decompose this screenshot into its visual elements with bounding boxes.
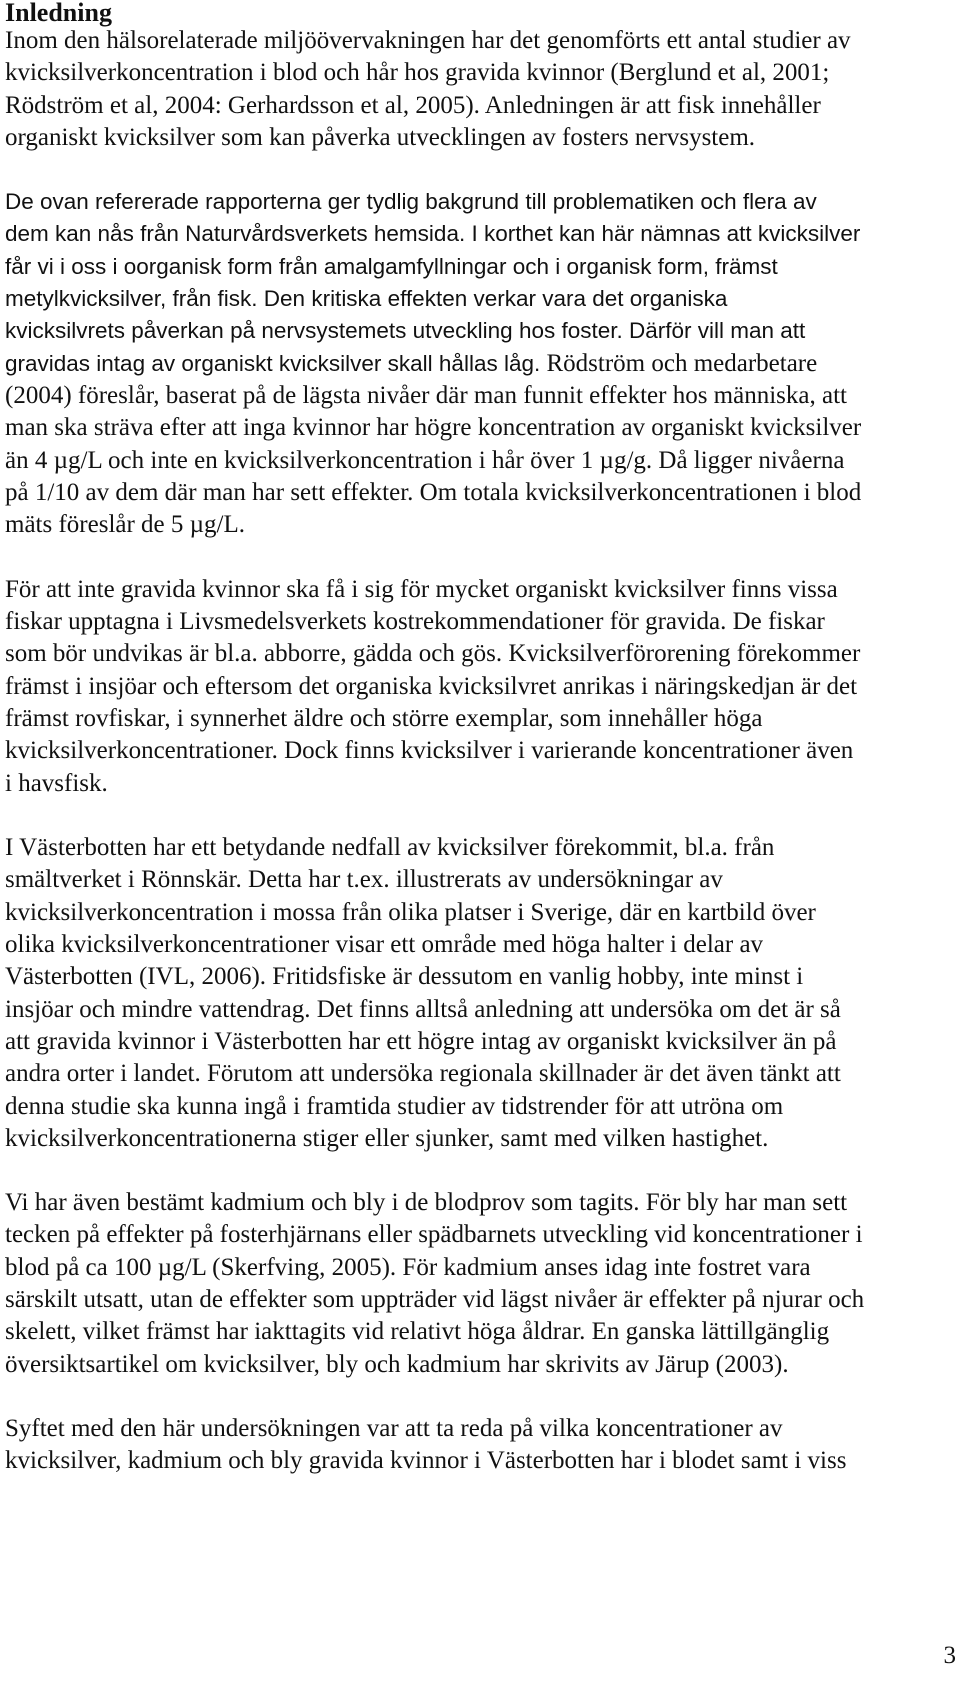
text-line: [5, 898, 816, 928]
text-segment: denna studie ska kunna ingå i framtida studier av tidstrender för att utröna om: [5, 1093, 784, 1120]
text-line: [5, 1220, 863, 1250]
text-line: [5, 446, 844, 476]
text-line: [5, 639, 860, 669]
text-segment: främst i insjöar och eftersom det organiska kvicksilvret anrikas i näringskedjan är det: [5, 673, 858, 700]
text-line: [5, 1414, 783, 1444]
text-segment: metylkvicksilver, från fisk. Den kritiska effekten verkar vara det organiska: [5, 286, 728, 311]
text-line: [5, 1092, 783, 1122]
text-line: [5, 962, 803, 992]
text-line: [5, 252, 778, 282]
text-segment: Västerbotten (IVL, 2006). Fritidsfiske är dessutom en vanlig hobby, inte minst i: [5, 963, 804, 990]
text-line: [5, 1027, 836, 1057]
text-line: [5, 284, 727, 314]
text-segment: tecken på effekter på fosterhjärnans eller spädbarnets utveckling vid koncentrationer i: [5, 1221, 863, 1248]
text-segment: andra orter i landet. Förutom att undersöka regionala skillnader är det även tänkt att: [5, 1060, 841, 1087]
text-line: [5, 510, 245, 540]
text-line: [5, 575, 838, 605]
text-segment: på 1/10 av dem där man har sett effekter. Om totala kvicksilverkoncentrationen i blod: [5, 479, 862, 506]
text-line: [5, 607, 825, 637]
text-segment: kvicksilverkoncentration i blod och hår hos gravida kvinnor (Berglund et al, 2001;: [5, 59, 830, 86]
text-line: [5, 672, 857, 702]
text-segment: som bör undvikas är bl.a. abborre, gädda och gös. Kvicksilverförorening förekommer: [5, 640, 861, 667]
text-segment: I korthet kan här nämnas att kvicksilver: [471, 221, 861, 246]
text-segment: kvicksilvrets påverkan på nervsystemets utveckling hos foster. Därför vill man att: [5, 318, 806, 343]
text-segment: Vi har även bestämt kadmium och bly i de blodprov som tagits. För bly har man sett: [5, 1189, 848, 1216]
text-segment: blod på ca 100 µg/L (Skerfving, 2005). För kadmium anses idag inte fostret vara: [5, 1254, 811, 1281]
text-segment: Rödström och medarbetare: [546, 350, 818, 377]
text-line: [5, 349, 817, 379]
text-segment: Rödström et al, 2004: Gerhardsson et al, 2005). Anledningen är att fisk innehåller: [5, 92, 821, 119]
text-segment: smältverket i Rönnskär. Detta har t.ex. illustrerats av undersökningar av: [5, 866, 723, 893]
text-segment: olika kvicksilverkoncentrationer visar ett område med höga halter i delar av: [5, 931, 764, 958]
text-line: [5, 478, 861, 508]
text-segment: Syftet med den här undersökningen var att ta reda på vilka koncentrationer av: [5, 1415, 783, 1442]
text-segment: organiskt kvicksilver som kan påverka utvecklingen av fosters nervsystem.: [5, 124, 756, 151]
text-segment: särskilt utsatt, utan de effekter som uppträder vid lägst nivåer är effekter på njurar och: [5, 1286, 865, 1313]
text-segment: kvicksilverkoncentrationerna stiger eller sjunker, samt med vilken hastighet.: [5, 1125, 769, 1152]
text-segment: översiktsartikel om kvicksilver, bly och kadmium har skrivits av Järup (2003).: [5, 1351, 789, 1378]
text-line: [5, 91, 821, 121]
text-line: [5, 1285, 864, 1315]
text-line: [5, 1253, 811, 1283]
text-segment: främst rovfiskar, i synnerhet äldre och större exemplar, som innehåller höga: [5, 705, 763, 732]
text-segment: i havsfisk.: [5, 770, 108, 797]
text-segment: att gravida kvinnor i Västerbotten har ett högre intag av organiskt kvicksilver än på: [5, 1028, 837, 1055]
text-line: [5, 381, 847, 411]
text-segment: För att inte gravida kvinnor ska få i sig för mycket organiskt kvicksilver finns vissa: [5, 576, 838, 603]
text-segment: kvicksilverkoncentration i mossa från olika platser i Sverige, där en kartbild över: [5, 899, 816, 926]
text-line: [5, 316, 805, 346]
text-segment: kvicksilver, kadmium och bly gravida kvinnor i Västerbotten har i blodet samt i viss: [5, 1447, 847, 1474]
text-line: [5, 736, 853, 766]
text-line: [5, 1446, 846, 1476]
text-line: [5, 413, 861, 443]
text-line: [5, 219, 860, 249]
text-segment: man ska sträva efter att inga kvinnor har högre koncentration av organiskt kvicksilver: [5, 414, 862, 441]
text-line: [5, 1350, 789, 1380]
text-line: [5, 1059, 841, 1089]
text-line: [5, 769, 108, 799]
section-heading: Inledning: [5, 0, 112, 27]
text-segment: kvicksilverkoncentrationer. Dock finns kvicksilver i varierande koncentrationer även: [5, 737, 854, 764]
text-segment: fiskar upptagna i Livsmedelsverkets kostrekommendationer för gravida. De fiskar: [5, 608, 825, 635]
text-segment: Inom den hälsorelaterade miljöövervakningen har det genomförts ett antal studier av: [5, 27, 851, 54]
text-segment: De ovan refererade rapporterna ger tydlig bakgrund till problematiken och flera av: [5, 189, 817, 214]
page-number: 3: [943, 1642, 956, 1669]
text-segment: skelett, vilket främst har iakttagits vid relativt höga åldrar. En ganska lättillgänglig: [5, 1318, 830, 1345]
text-segment: I Västerbotten har ett betydande nedfall av kvicksilver förekommit, bl.a. från: [5, 834, 775, 861]
text-segment: insjöar och mindre vattendrag. Det finns alltså anledning att undersöka om det är så: [5, 996, 841, 1023]
text-line: [5, 1124, 768, 1154]
text-line: [5, 26, 851, 56]
text-line: [5, 833, 774, 863]
text-line: [5, 123, 755, 153]
text-line: [5, 1317, 829, 1347]
text-segment: mäts föreslår de 5 µg/L.: [5, 511, 246, 538]
text-line: [5, 187, 817, 217]
text-segment: (2004) föreslår, baserat på de lägsta nivåer där man funnit effekter hos människa, att: [5, 382, 847, 409]
text-line: [5, 1188, 847, 1218]
text-line: [5, 704, 762, 734]
text-segment: än 4 µg/L och inte en kvicksilverkoncentration i hår över 1 µg/g. Då ligger nivåerna: [5, 447, 845, 474]
text-segment: dem kan nås från Naturvårdsverkets hemsida.: [5, 221, 472, 246]
text-segment: får vi i oss i oorganisk form från amalgamfyllningar och i organisk form, främst: [5, 254, 778, 279]
text-line: [5, 930, 763, 960]
text-line: [5, 995, 841, 1025]
text-line: [5, 58, 829, 88]
text-line: [5, 865, 723, 895]
text-segment: gravidas intag av organiskt kvicksilver skall hållas låg.: [5, 351, 547, 376]
